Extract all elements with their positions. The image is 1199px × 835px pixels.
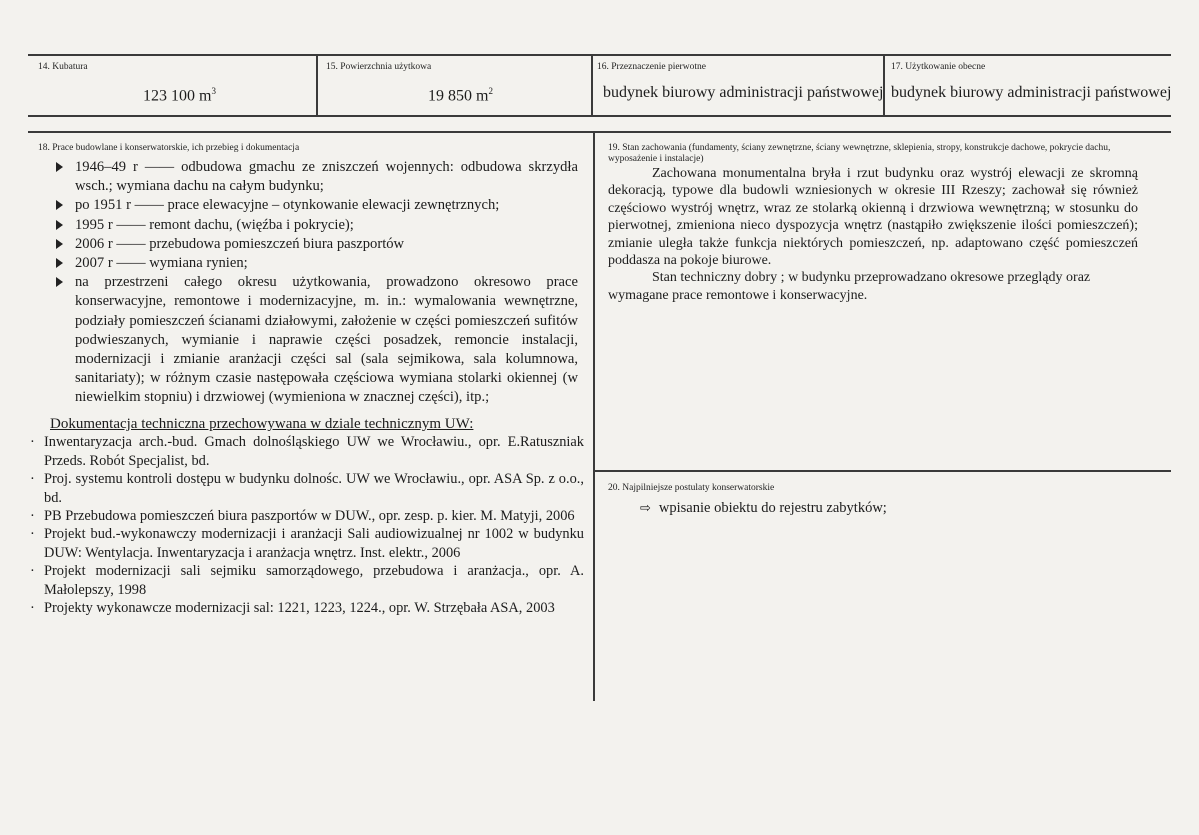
rule-main-vertical — [593, 131, 595, 701]
doc-item: · Projekty wykonawcze modernizacji sal: 1221, 1223, 1224., opr. W. Strzębała ASA, 2003 — [30, 600, 555, 617]
dot-bullet-icon: · — [30, 600, 35, 617]
works-list — [50, 158, 578, 408]
section-stan-zachowania — [596, 133, 1170, 468]
cell-przeznaczenie-label: 16. Przeznaczenie pierwotne — [597, 62, 706, 72]
cell-uzytkowanie-value: budynek biurowy administracji państwowej — [891, 84, 1172, 101]
list-item: 2006 r —— przebudowa pomieszczeń biura paszportów — [50, 235, 578, 254]
cell-uzytkowanie-label: 17. Użytkowanie obecne — [891, 62, 986, 72]
list-item: 1946–49 r —— odbudowa gmachu ze zniszczeń wojennych: odbudowa skrzydła wsch.; wymiana dachu na całym budynku; — [50, 158, 578, 196]
cell-powierzchnia-label: 15. Powierzchnia użytkowa — [326, 62, 432, 72]
list-item: 1995 r —— remont dachu, (więźba i pokrycie); — [50, 216, 578, 235]
section-19-label: 19. Stan zachowania (fundamenty, ściany zewnętrzne, ściany wewnętrzne, sklepienia, stropy, konstrukcje dachowe, pokrycie dachu, wyposażenie i instalacje) — [608, 143, 1111, 164]
triangle-bullet-icon — [56, 200, 63, 210]
doc-item: · Projekt modernizacji sali sejmiku samorządowego, przebudowa i aranżacja., opr. A. Małolepszy, 1998 — [30, 563, 584, 598]
dot-bullet-icon: · — [30, 471, 35, 488]
triangle-bullet-icon — [56, 258, 63, 268]
triangle-bullet-icon — [56, 239, 63, 249]
cell-uzytkowanie — [885, 57, 1171, 115]
condition-paragraph: Zachowana monumentalna bryła i rzut budynku oraz wystrój elewacji ze skromną dekoracją, typowe dla budowli wzniesionych w okresie III Rzeszy; zachował się również częściowo wystrój wnętrz, wraz ze stolarką okienną i drzwiowa wewnętrzną; w stosunku do pierwotnej, zmieniona nieco dyspozycja wnętrz (nastąpiło zwiększenie ilości pomieszczeń); zmianie uległa także funkcja niektórych pomieszczeń, np. adaptowano część pomieszczeń poddasza na pokoje biurowe. — [608, 166, 1138, 269]
triangle-bullet-icon — [56, 220, 63, 230]
row1-bottom-rule — [28, 115, 1171, 117]
cell-powierzchnia — [318, 57, 590, 115]
dot-bullet-icon: · — [30, 434, 35, 451]
cell-kubatura-value: 123 100 $m^3$ — [143, 86, 216, 105]
dot-bullet-icon: · — [30, 526, 35, 543]
documentation-heading: Dokumentacja techniczna przechowywana w dziale technicznym UW: — [50, 416, 474, 432]
dot-bullet-icon: · — [30, 508, 35, 525]
doc-item: · Projekt bud.-wykonawczy modernizacji i aranżacji Sali audiowizualnej nr 1002 w budynku DUW: Wentylacja. Inwentaryzacja i aranżacja wnętrz. Inst. elektr., 2006 — [30, 526, 584, 561]
documentation-block — [30, 415, 584, 617]
section-20-label: 20. Najpilniejsze postulaty konserwatorskie — [608, 483, 775, 493]
section-prace-budowlane — [30, 133, 586, 693]
doc-item: · PB Przebudowa pomieszczeń biura paszportów w DUW., opr. zesp. p. kier. M. Matyji, 2006 — [30, 508, 575, 525]
condition-text — [608, 165, 1138, 304]
cell-kubatura-label: 14. Kubatura — [38, 62, 88, 72]
postulate-item: ⇨ wpisanie obiektu do rejestru zabytków; — [640, 500, 887, 516]
top-rule — [28, 54, 1171, 56]
cell-przeznaczenie — [593, 57, 882, 115]
list-item: po 1951 r —— prace elewacyjne – otynkowanie elewacji zewnętrznych; — [50, 196, 578, 215]
cell-kubatura — [30, 57, 314, 115]
dot-bullet-icon: · — [30, 563, 35, 580]
triangle-bullet-icon — [56, 277, 63, 287]
list-item: 2007 r —— wymiana rynien; — [50, 254, 578, 273]
list-item: na przestrzeni całego okresu użytkowania, prowadzono okresowo prace konserwacyjne, remontowe i modernizacyjne, m. in.: wymalowania wewnętrzne, podziały pomieszczeń ścianami działowymi, założenie w części pomieszczeń sufitów podwieszanych, wymianie i naprawie części posadzek, remoncie instalacji, modernizacji i zmianie aranżacji części sal (sala sejmikowa, sala kolumnowa, sanitariaty); w różnym czasie następowała częściowa wymiana stolarki okiennej (w niewielkim stopniu) i drzwiowej (wymieniona w znacznej części), itp.; — [50, 273, 578, 407]
section-postulaty — [596, 472, 1170, 697]
arrow-right-icon: ⇨ — [640, 501, 651, 516]
triangle-bullet-icon — [56, 162, 63, 172]
cell-powierzchnia-value: 19 850 $m^2$ — [428, 86, 493, 105]
cell-przeznaczenie-value: budynek biurowy administracji państwowej — [603, 84, 884, 101]
section-18-label: 18. Prace budowlane i konserwatorskie, ich przebieg i dokumentacja — [38, 143, 300, 153]
doc-item: · Proj. systemu kontroli dostępu w budynku dolnośc. UW we Wrocławiu., opr. ASA Sp. z o.o., bd. — [30, 471, 584, 506]
doc-item: · Inwentaryzacja arch.-bud. Gmach dolnośląskiego UW we Wrocławiu., opr. E.Ratuszniak Przeds. Robót Specjalist, bd. — [30, 434, 584, 469]
condition-paragraph: Stan techniczny dobry ; w budynku przeprowadzano okresowe przeglądy oraz wymagane prace remontowe i konserwacyjne. — [608, 270, 1091, 303]
